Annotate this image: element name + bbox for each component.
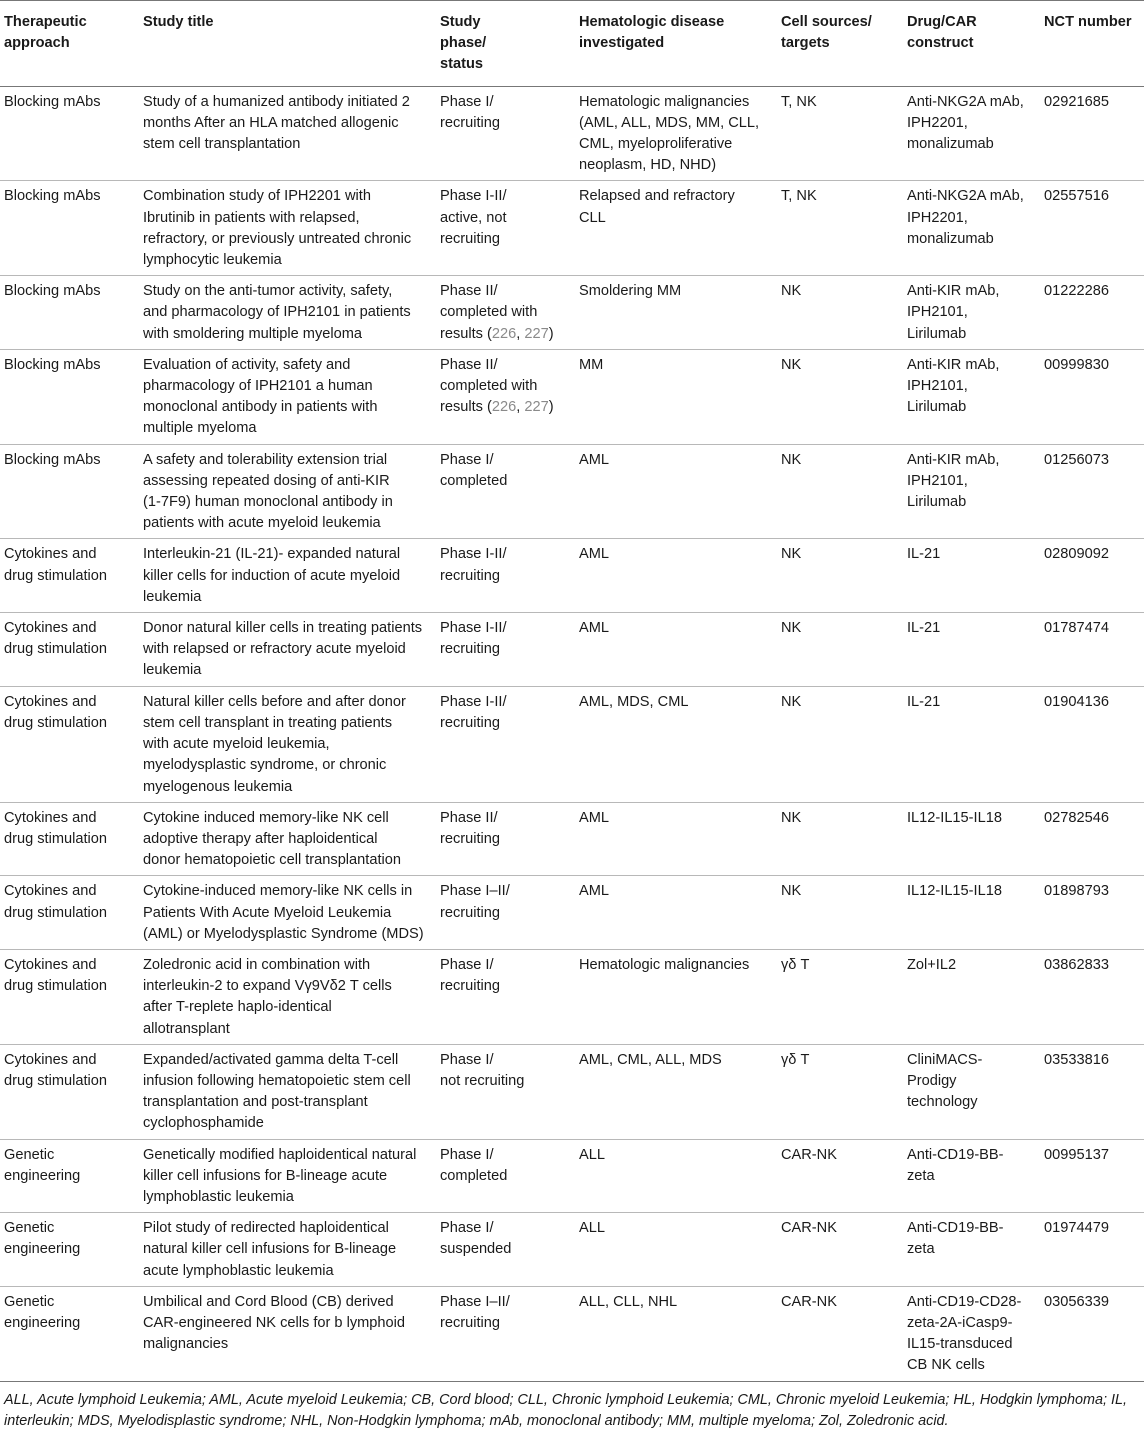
table-row [0, 1213, 1144, 1287]
cell-cell-sources: CAR-NK [781, 1146, 837, 1163]
cell-hematologic-disease: AML [579, 546, 610, 563]
cell-therapeutic-approach: Genetic engineering [4, 1293, 81, 1331]
cell-therapeutic-approach: Cytokines and drug stimulation [4, 809, 108, 847]
cell-study-phase-status [436, 276, 575, 350]
table-row [0, 349, 1144, 444]
table-row [0, 1286, 1144, 1381]
cell-study-title: A safety and tolerability extension trial assessing repeated dosing of anti-KIR (1-7F9) human monoclonal antibody in patients with acute myeloid leukemia [143, 451, 393, 532]
header-hematologic-disease: Hematologic disease investigated [579, 14, 725, 52]
cell-study-title: Expanded/activated gamma delta T-cell infusion following hematopoietic stem cell transplantation and post-transplant cyclophosphamide [143, 1051, 411, 1132]
cell-hematologic-disease: Smoldering MM [579, 283, 682, 300]
table-row [0, 686, 1144, 802]
table-row [0, 181, 1144, 276]
phase-text: Phase II/ completed with results ( [440, 356, 538, 416]
cell-hematologic-disease: AML [579, 451, 610, 468]
cell-nct-number: 01974479 [1044, 1220, 1109, 1237]
cell-study-title: Pilot study of redirected haploidentical natural killer cell infusions for B-lineage acute lymphoblastic leukemia [143, 1220, 397, 1279]
table-row [0, 613, 1144, 687]
cell-cell-sources: γδ T [781, 956, 810, 973]
cell-cell-sources: CAR-NK [781, 1293, 837, 1310]
cell-therapeutic-approach: Cytokines and drug stimulation [4, 956, 108, 995]
cell-cell-sources: NK [781, 356, 802, 373]
cell-nct-number: 01904136 [1044, 693, 1109, 710]
cell-therapeutic-approach: Blocking mAbs [4, 356, 101, 373]
header-study-title: Study title [143, 14, 214, 30]
cell-drug-car-construct: IL-21 [907, 546, 941, 563]
cell-hematologic-disease: Relapsed and refractory CLL [579, 188, 735, 226]
cell-hematologic-disease: Hematologic malignancies [579, 956, 750, 973]
cell-study-phase-status: Phase I-II/ recruiting [440, 693, 507, 731]
cell-therapeutic-approach: Genetic engineering [4, 1146, 81, 1184]
table-row [0, 1044, 1144, 1139]
cell-study-title: Combination study of IPH2201 with Ibrutinib in patients with relapsed, refractory, or previously untreated chronic lymphocytic leukemia [143, 188, 412, 269]
cell-cell-sources: T, NK [781, 93, 817, 110]
cell-study-phase-status: Phase II/ recruiting [440, 809, 501, 847]
cell-therapeutic-approach: Cytokines and drug stimulation [4, 1051, 108, 1089]
cell-drug-car-construct: Anti-KIR mAb, IPH2101, Lirilumab [907, 283, 1000, 342]
table-row [0, 949, 1144, 1044]
cell-nct-number: 01222286 [1044, 283, 1109, 300]
cell-therapeutic-approach: Cytokines and drug stimulation [4, 883, 108, 921]
cell-hematologic-disease: Hematologic malignancies (AML, ALL, MDS, MM, CLL, CML, myeloproliferative neoplasm, HD, NHD) [579, 93, 760, 174]
cell-cell-sources: NK [781, 620, 802, 637]
cell-hematologic-disease: AML, CML, ALL, MDS [579, 1051, 722, 1068]
table-row [0, 1139, 1144, 1213]
cell-therapeutic-approach: Cytokines and drug stimulation [4, 620, 108, 658]
cell-hematologic-disease: AML [579, 883, 610, 900]
table-row [0, 876, 1144, 950]
header-drug-car-construct: Drug/CAR construct [907, 14, 977, 52]
cell-therapeutic-approach: Blocking mAbs [4, 188, 101, 205]
cell-nct-number: 02782546 [1044, 809, 1109, 826]
cell-study-phase-status: Phase I/ recruiting [440, 93, 501, 131]
cell-nct-number: 01787474 [1044, 620, 1109, 637]
cell-therapeutic-approach: Blocking mAbs [4, 451, 101, 468]
cell-drug-car-construct: Anti-KIR mAb, IPH2101, Lirilumab [907, 356, 1000, 416]
cell-hematologic-disease: AML [579, 620, 610, 637]
cell-study-phase-status: Phase I–II/ recruiting [440, 1293, 510, 1331]
cell-nct-number: 02809092 [1044, 546, 1109, 563]
table-row [0, 802, 1144, 876]
cell-study-phase-status [436, 349, 575, 444]
cell-cell-sources: CAR-NK [781, 1220, 837, 1237]
cell-study-title: Cytokine-induced memory-like NK cells in Patients With Acute Myeloid Leukemia (AML) or Myelodysplastic Syndrome (MDS) [143, 883, 424, 942]
header-therapeutic-approach: Therapeutic approach [4, 14, 87, 52]
citation-separator: , [516, 399, 525, 416]
cell-drug-car-construct: IL-21 [907, 620, 941, 637]
cell-study-title: Study on the anti-tumor activity, safety, and pharmacology of IPH2101 in patients with smoldering multiple myeloma [143, 283, 411, 342]
cell-drug-car-construct: CliniMACS- Prodigy technology [907, 1051, 983, 1111]
cell-study-phase-status: Phase I–II/ recruiting [440, 883, 510, 921]
cell-nct-number: 01898793 [1044, 883, 1109, 900]
cell-drug-car-construct: IL-21 [907, 693, 941, 710]
cell-nct-number: 02557516 [1044, 188, 1109, 205]
cell-cell-sources: NK [781, 809, 802, 826]
citation-close: ) [548, 325, 554, 342]
cell-therapeutic-approach: Cytokines and drug stimulation [4, 693, 108, 731]
cell-drug-car-construct: IL12-IL15-IL18 [907, 809, 1002, 826]
cell-nct-number: 03533816 [1044, 1051, 1109, 1068]
cell-nct-number: 00999830 [1044, 356, 1109, 373]
cell-hematologic-disease: AML, MDS, CML [579, 693, 689, 710]
table-row [0, 444, 1144, 539]
cell-study-title: Cytokine induced memory-like NK cell adoptive therapy after haploidentical donor hematopoietic cell transplantation [143, 809, 401, 869]
header-row [0, 1, 1144, 87]
cell-cell-sources: NK [781, 451, 802, 468]
phase-text: Phase II/ completed with results ( [440, 283, 538, 342]
cell-study-phase-status: Phase I-II/ recruiting [440, 620, 507, 658]
cell-hematologic-disease: ALL [579, 1220, 605, 1237]
cell-study-phase-status: Phase I/ suspended [440, 1220, 512, 1258]
citation-link[interactable]: 226 [491, 399, 517, 416]
citation-link[interactable]: 227 [524, 325, 549, 342]
cell-study-phase-status: Phase I/ not recruiting [440, 1051, 525, 1089]
cell-cell-sources: NK [781, 883, 802, 900]
header-study-phase-status: Study phase/ status [440, 14, 487, 73]
cell-cell-sources: NK [781, 546, 802, 563]
table-row [0, 539, 1144, 613]
cell-cell-sources: NK [781, 693, 802, 710]
cell-nct-number: 03056339 [1044, 1293, 1109, 1310]
cell-therapeutic-approach: Blocking mAbs [4, 93, 101, 110]
citation-separator: , [516, 325, 525, 342]
cell-therapeutic-approach: Cytokines and drug stimulation [4, 546, 108, 584]
cell-study-phase-status: Phase I/ recruiting [440, 956, 501, 995]
cell-drug-car-construct: Anti-NKG2A mAb, IPH2201, monalizumab [907, 188, 1024, 247]
header-nct-number: NCT number [1044, 14, 1132, 30]
cell-drug-car-construct: Anti-CD19-CD28- zeta-2A-iCasp9- IL15-transduced CB NK cells [907, 1293, 1022, 1374]
citation-link[interactable]: 227 [524, 399, 549, 416]
cell-cell-sources: γδ T [781, 1051, 810, 1068]
cell-drug-car-construct: Anti-CD19-BB- zeta [907, 1220, 1004, 1258]
cell-study-title: Natural killer cells before and after donor stem cell transplant in treating patients with acute myeloid leukemia, myelodysplastic syndrome, or chronic myelogenous leukemia [143, 693, 406, 795]
cell-hematologic-disease: MM [579, 356, 604, 373]
cell-nct-number: 01256073 [1044, 451, 1109, 468]
cell-nct-number: 02921685 [1044, 93, 1109, 110]
cell-study-phase-status: Phase I/ completed [440, 1146, 508, 1184]
cell-study-title: Donor natural killer cells in treating patients with relapsed or refractory acute myeloid leukemia [143, 620, 423, 679]
table-footnote: ALL, Acute lymphoid Leukemia; AML, Acute myeloid Leukemia; CB, Cord blood; CLL, Chronic lymphoid Leukemia; CML, Chronic myeloid Leukemia; HL, Hodgkin lymphoma; IL, interleukin; MDS, Myelodisplastic syndrome; NHL, Non-Hodgkin lymphoma; mAb, monoclonal antibody; MM, multiple myeloma; Zol, Zoledronic acid. [4, 1391, 1127, 1429]
cell-cell-sources: T, NK [781, 188, 817, 205]
table-header [0, 1, 1144, 87]
cell-therapeutic-approach: Blocking mAbs [4, 283, 101, 300]
cell-drug-car-construct: IL12-IL15-IL18 [907, 883, 1002, 900]
cell-therapeutic-approach: Genetic engineering [4, 1220, 81, 1258]
cell-study-title: Genetically modified haploidentical natural killer cell infusions for B-lineage acute lymphoblastic leukemia [143, 1146, 417, 1205]
cell-hematologic-disease: AML [579, 809, 610, 826]
cell-hematologic-disease: ALL [579, 1146, 605, 1163]
cell-study-title: Study of a humanized antibody initiated 2 months After an HLA matched allogenic stem cell transplantation [143, 93, 410, 153]
cell-drug-car-construct: Anti-NKG2A mAb, IPH2201, monalizumab [907, 93, 1024, 153]
cell-hematologic-disease: ALL, CLL, NHL [579, 1293, 678, 1310]
cell-study-title: Evaluation of activity, safety and pharmacology of IPH2101 a human monoclonal antibody in patients with multiple myeloma [143, 356, 378, 437]
cell-study-phase-status: Phase I/ completed [440, 451, 508, 489]
cell-study-title: Interleukin-21 (IL-21)- expanded natural killer cells for induction of acute myeloid leukemia [143, 546, 401, 605]
cell-drug-car-construct: Zol+IL2 [907, 956, 957, 973]
cell-study-title: Umbilical and Cord Blood (CB) derived CAR-engineered NK cells for b lymphoid malignancies [143, 1293, 405, 1353]
cell-drug-car-construct: Anti-CD19-BB- zeta [907, 1146, 1004, 1184]
cell-nct-number: 00995137 [1044, 1146, 1109, 1163]
table-row [0, 276, 1144, 350]
cell-study-title: Zoledronic acid in combination with interleukin-2 to expand Vγ9Vδ2 T cells after T-replete haplo-identical allotransplant [143, 956, 392, 1037]
cell-study-phase-status: Phase I-II/ recruiting [440, 546, 507, 584]
cell-study-phase-status: Phase I-II/ active, not recruiting [440, 188, 507, 247]
header-cell-sources-targets: Cell sources/ targets [781, 14, 872, 52]
cell-cell-sources: NK [781, 283, 802, 300]
citation-link[interactable]: 226 [491, 325, 517, 342]
citation-close: ) [548, 399, 554, 416]
cell-drug-car-construct: Anti-KIR mAb, IPH2101, Lirilumab [907, 451, 1000, 511]
cell-nct-number: 03862833 [1044, 956, 1109, 973]
table-row [0, 86, 1144, 181]
table-body [0, 86, 1144, 1381]
